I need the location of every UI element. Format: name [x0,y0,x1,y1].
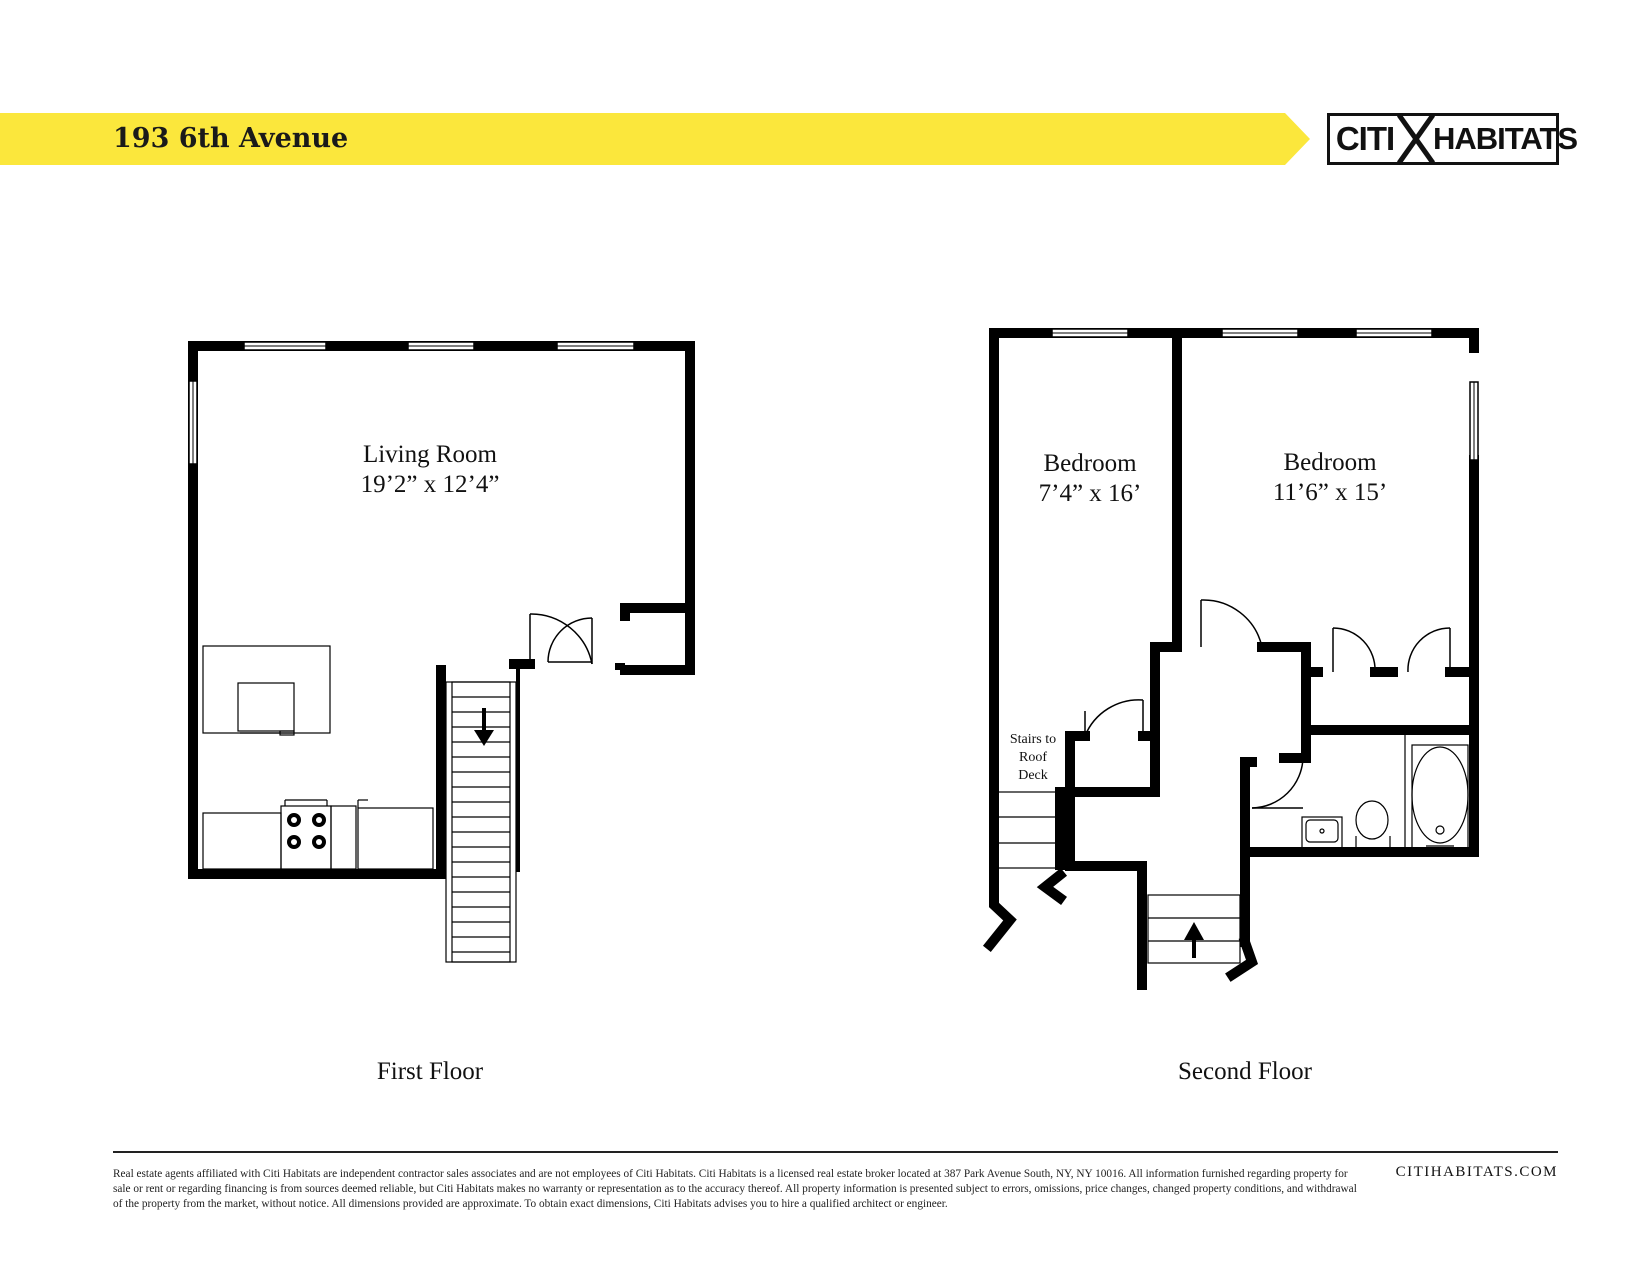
first-floor-plan [189,342,690,962]
first-floor-label: First Floor [376,1058,484,1085]
legal-disclaimer: Real estate agents affiliated with Citi Habitats are independent contractor sales associates and are not employees of Citi Habitats. Citi Habitats is a licensed real estate broker located at 387 Park Avenue South, NY, NY 10016. All information furnished regarding property for sale or rent or regarding financing is from sources deemed reliable, but Citi Habitats makes no warranty or representation as to the accuracy thereof. All property information is presented subject to errors, omissions, price changes, changed property conditions, and withdrawal of the property from the market, without notice. All dimensions provided are approximate. To obtain exact dimensions, Citi Habitats advises you to hire a qualified architect or engineer. [113,1168,1357,1210]
room-size: 7’4” x 16’ [1038,480,1142,507]
room-name: Bedroom [1283,449,1377,476]
room-size: 11’6” x 15’ [1272,479,1388,506]
room-size: 19’2” x 12’4” [360,471,500,498]
second-floor-plan [990,329,1478,985]
bedroom-1-label [1000,449,1180,509]
stairs-to-roof-deck-label: Stairs to Roof Deck [1009,732,1057,783]
page-title: 193 6th Avenue [113,123,349,154]
room-name: Living Room [362,441,498,468]
second-floor-label: Second Floor [1177,1058,1313,1085]
room-name: Bedroom [1043,450,1137,477]
logo-word-habitats: HABITATS [1433,121,1578,156]
living-room-label [330,440,530,500]
logo-word-citi: CITI [1335,120,1395,157]
website-link[interactable]: CITIHABITATS.COM [1395,1164,1558,1180]
footer-divider [113,1151,1558,1153]
bedroom-2-label [1230,448,1430,508]
